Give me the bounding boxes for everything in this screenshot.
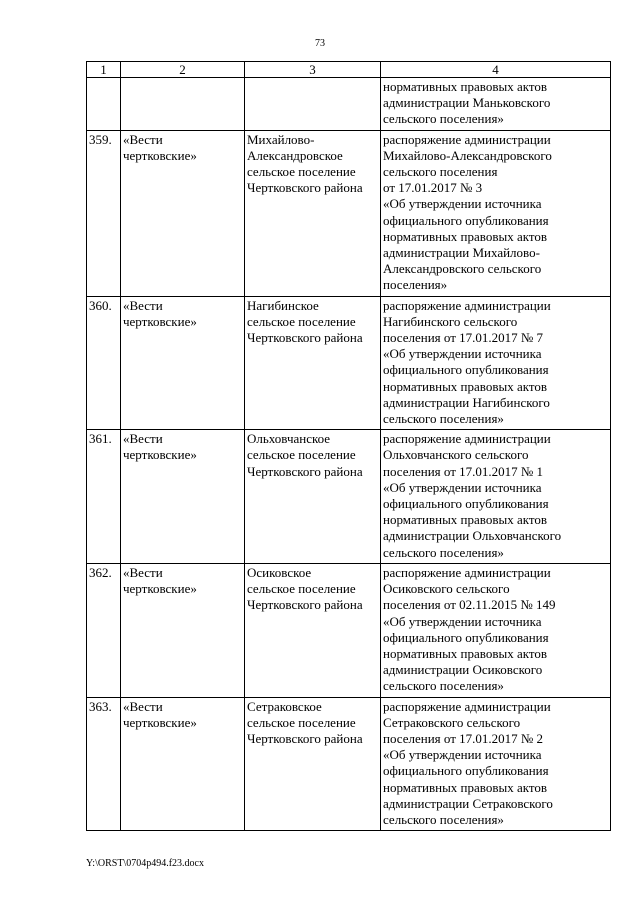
- column-header-3: 3: [245, 62, 381, 78]
- settlement-cell: Нагибинское сельское поселение Чертковского района: [245, 296, 381, 430]
- row-number-cell: 359.: [87, 130, 121, 296]
- newspaper-cell: [121, 78, 245, 131]
- settlement-cell: [245, 78, 381, 131]
- newspaper-cell: «Вести чертковские»: [121, 697, 245, 831]
- document-cell: распоряжение администрации Михайлово-Александровского сельского поселения от 17.01.2017 № 3 «Об утверждении источника официального опубликования нормативных правовых актов администрации Михайлово- Александровского сельского поселения»: [381, 130, 611, 296]
- settlement-cell: Сетраковское сельское поселение Чертковского района: [245, 697, 381, 831]
- footer-file-path: Y:\ORST\0704p494.f23.docx: [86, 858, 204, 869]
- newspaper-cell: «Вести чертковские»: [121, 296, 245, 430]
- newspaper-cell: «Вести чертковские»: [121, 130, 245, 296]
- page-number: 73: [315, 38, 325, 49]
- table-row: [87, 563, 611, 697]
- newspaper-cell: «Вести чертковские»: [121, 430, 245, 564]
- document-cell: распоряжение администрации Ольховчанского сельского поселения от 17.01.2017 № 1 «Об утверждении источника официального опубликования нормативных правовых актов администрации Ольховчанского сельского поселения»: [381, 430, 611, 564]
- row-number-cell: 362.: [87, 563, 121, 697]
- row-number-cell: [87, 78, 121, 131]
- settlement-cell: Ольховчанское сельское поселение Чертковского района: [245, 430, 381, 564]
- table-row: [87, 430, 611, 564]
- table-header-row: [87, 62, 611, 78]
- registry-table: [86, 61, 611, 831]
- row-number-cell: 360.: [87, 296, 121, 430]
- column-header-2: 2: [121, 62, 245, 78]
- row-number-cell: 361.: [87, 430, 121, 564]
- table-row: [87, 296, 611, 430]
- document-cell: распоряжение администрации Осиковского сельского поселения от 02.11.2015 № 149 «Об утверждении источника официального опубликования нормативных правовых актов администрации Осиковского сельского поселения»: [381, 563, 611, 697]
- settlement-cell: Михайлово- Александровское сельское поселение Чертковского района: [245, 130, 381, 296]
- document-cell: нормативных правовых актов администрации Маньковского сельского поселения»: [381, 78, 611, 131]
- table-row: [87, 130, 611, 296]
- document-cell: распоряжение администрации Сетраковского сельского поселения от 17.01.2017 № 2 «Об утверждении источника официального опубликования нормативных правовых актов администрации Сетраковского сельского поселения»: [381, 697, 611, 831]
- table-row: [87, 697, 611, 831]
- column-header-4: 4: [381, 62, 611, 78]
- table-row-continuation: [87, 78, 611, 131]
- column-header-1: 1: [87, 62, 121, 78]
- newspaper-cell: «Вести чертковские»: [121, 563, 245, 697]
- row-number-cell: 363.: [87, 697, 121, 831]
- settlement-cell: Осиковское сельское поселение Чертковского района: [245, 563, 381, 697]
- document-cell: распоряжение администрации Нагибинского сельского поселения от 17.01.2017 № 7 «Об утверждении источника официального опубликования нормативных правовых актов администрации Нагибинского сельского поселения»: [381, 296, 611, 430]
